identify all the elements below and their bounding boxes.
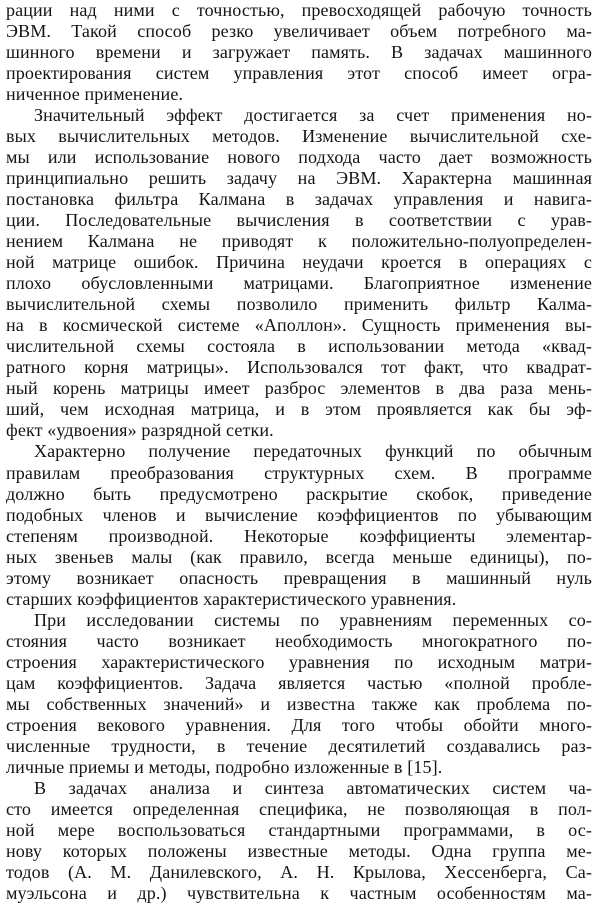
text-line: ной мере воспользоваться стандартными программами, в ос- [6,819,592,840]
text-line: шинного времени и загружает память. В задачах машинного [6,42,592,63]
text-line: постановка фильтра Калмана в задачах управления и навига- [6,189,592,210]
text-line: должно быть предусмотрено раскрытие скобок, приведение [6,483,592,504]
text-line: вычислительной схемы позволило применить фильтр Калма- [6,294,592,315]
text-line: сто имеется определенная специфика, не позволяющая в пол- [6,798,592,819]
text-line: рации над ними с точностью, превосходящей рабочую точность [6,0,592,20]
text-line: старших коэффициентов характеристического уравнения. [6,588,457,609]
text-line: проектирования систем управления этот способ имеет огра- [6,63,592,84]
text-line: ных звеньев малы (как правило, всегда меньше единицы), по- [6,546,592,567]
text-line: ший, чем исходная матрица, и в этом проявляется как бы эф- [6,399,592,420]
text-line: Значительный эффект достигается за счет применения но- [34,105,592,126]
text-line: стояния часто возникает необходимость многократного по- [6,630,592,651]
text-line: мы собственных значений» и известна также как проблема по- [6,693,592,714]
text-line: принципиально решить задачу на ЭВМ. Характерна машинная [6,168,592,189]
text-line: ции. Последовательные вычисления в соответствии с урав- [6,210,592,231]
text-line: ратного корня матрицы». Использовался тот факт, что квадрат- [6,357,592,378]
text-line: правилам преобразования структурных схем. В программе [6,462,592,483]
text-line: нову которых положены известные методы. Одна группа ме- [6,840,592,861]
text-line: степеням производной. Некоторые коэффициенты элементар- [6,525,592,546]
text-line: муэльсона и др.) чувствительна к частным особенностям ма- [6,882,592,903]
text-line: вых вычислительных методов. Изменение вычислительной схе- [6,126,592,147]
text-line: численные трудности, в течение десятилетий создавались раз- [6,735,592,756]
text-line: плохо обусловленными матрицами. Благоприятное изменение [6,273,592,294]
text-line: При исследовании системы по уравнениям переменных со- [34,609,592,630]
text-line: ной матрице ошибок. Причина неудачи кроется в операциях с [6,252,592,273]
text-line: подобных членов и вычисление коэффициентов по убывающим [6,504,592,525]
text-line: цам коэффициентов. Задача является частью «полной пробле- [6,672,592,693]
text-line: фект «удвоения» разрядной сетки. [6,420,274,441]
text-line: строения векового уравнения. Для того чтобы обойти много- [6,714,592,735]
text-line: личные приемы и методы, подробно изложенные в [15]. [6,756,443,777]
text-line: мы или использование нового подхода часто дает возможность [6,147,592,168]
text-line: нением Калмана не приводят к положительно-полуопределен- [6,231,592,252]
text-line: В задачах анализа и синтеза автоматических систем ча- [34,777,592,798]
text-line: ниченное применение. [6,84,184,105]
text-line: на в космической системе «Аполлон». Сущность применения вы- [6,315,592,336]
text-line: ный корень матрицы имеет разброс элементов в два раза мень- [6,378,592,399]
text-line: ЭВМ. Такой способ резко увеличивает объем потребного ма- [6,21,592,42]
text-line: строения характеристического уравнения по исходным матри- [6,651,592,672]
text-line: числительной схемы состояла в использовании метода «квад- [6,336,592,357]
text-line: тодов (А. М. Данилевского, А. Н. Крылова, Хессенберга, Са- [6,861,592,882]
text-line: этому возникает опасность превращения в машинный нуль [6,567,592,588]
text-line: Характерно получение передаточных функций по обычным [34,441,592,462]
